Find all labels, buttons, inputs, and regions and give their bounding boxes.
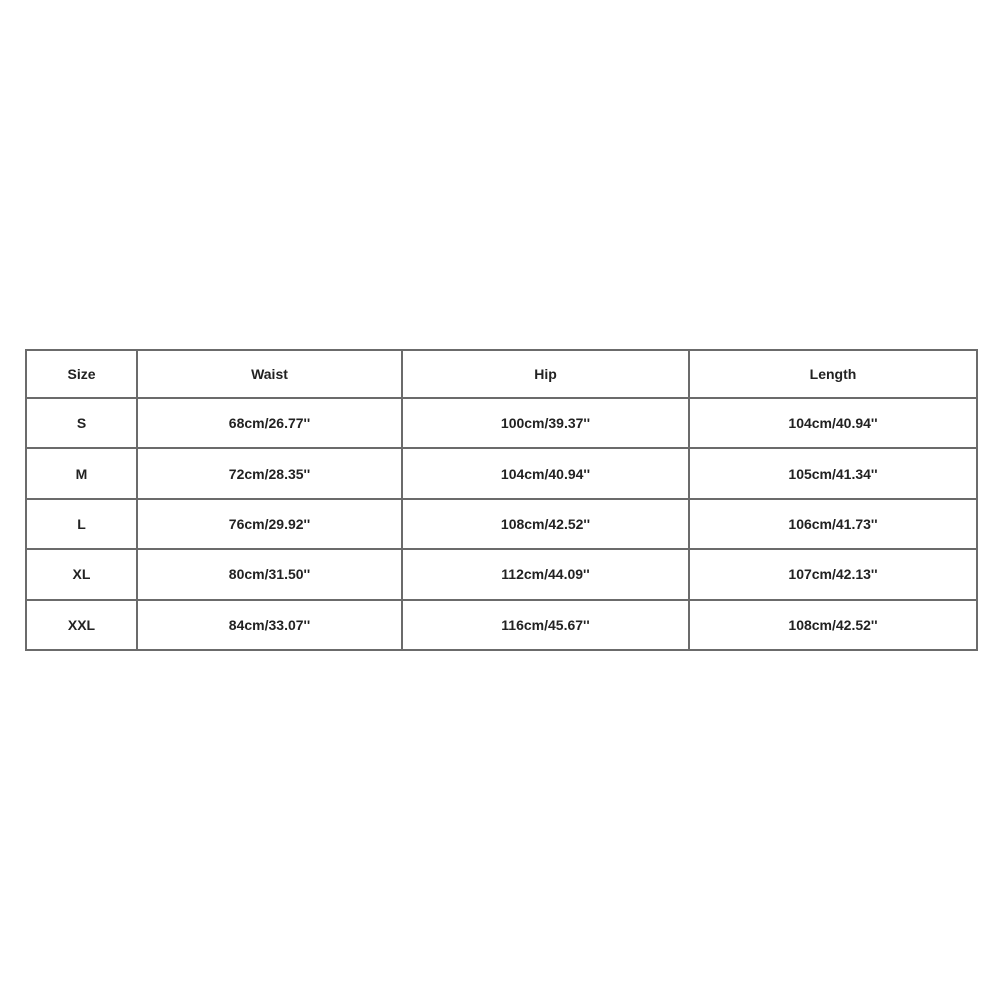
table-row xyxy=(26,600,977,650)
cell-size: S xyxy=(26,398,137,448)
cell-hip: 104cm/40.94'' xyxy=(402,448,689,498)
table-row xyxy=(26,549,977,599)
cell-waist: 84cm/33.07'' xyxy=(137,600,402,650)
cell-size: M xyxy=(26,448,137,498)
cell-size: L xyxy=(26,499,137,549)
header-hip: Hip xyxy=(402,350,689,398)
header-waist: Waist xyxy=(137,350,402,398)
cell-size: XXL xyxy=(26,600,137,650)
cell-size: XL xyxy=(26,549,137,599)
table-row xyxy=(26,398,977,448)
cell-waist: 72cm/28.35'' xyxy=(137,448,402,498)
table-header-row xyxy=(26,350,977,398)
size-chart-table xyxy=(25,349,978,651)
cell-length: 108cm/42.52'' xyxy=(689,600,977,650)
cell-waist: 68cm/26.77'' xyxy=(137,398,402,448)
cell-hip: 112cm/44.09'' xyxy=(402,549,689,599)
cell-length: 107cm/42.13'' xyxy=(689,549,977,599)
cell-waist: 76cm/29.92'' xyxy=(137,499,402,549)
cell-hip: 108cm/42.52'' xyxy=(402,499,689,549)
table-row xyxy=(26,499,977,549)
cell-length: 104cm/40.94'' xyxy=(689,398,977,448)
table-row xyxy=(26,448,977,498)
header-length: Length xyxy=(689,350,977,398)
header-size: Size xyxy=(26,350,137,398)
cell-length: 105cm/41.34'' xyxy=(689,448,977,498)
cell-hip: 100cm/39.37'' xyxy=(402,398,689,448)
cell-waist: 80cm/31.50'' xyxy=(137,549,402,599)
cell-hip: 116cm/45.67'' xyxy=(402,600,689,650)
cell-length: 106cm/41.73'' xyxy=(689,499,977,549)
